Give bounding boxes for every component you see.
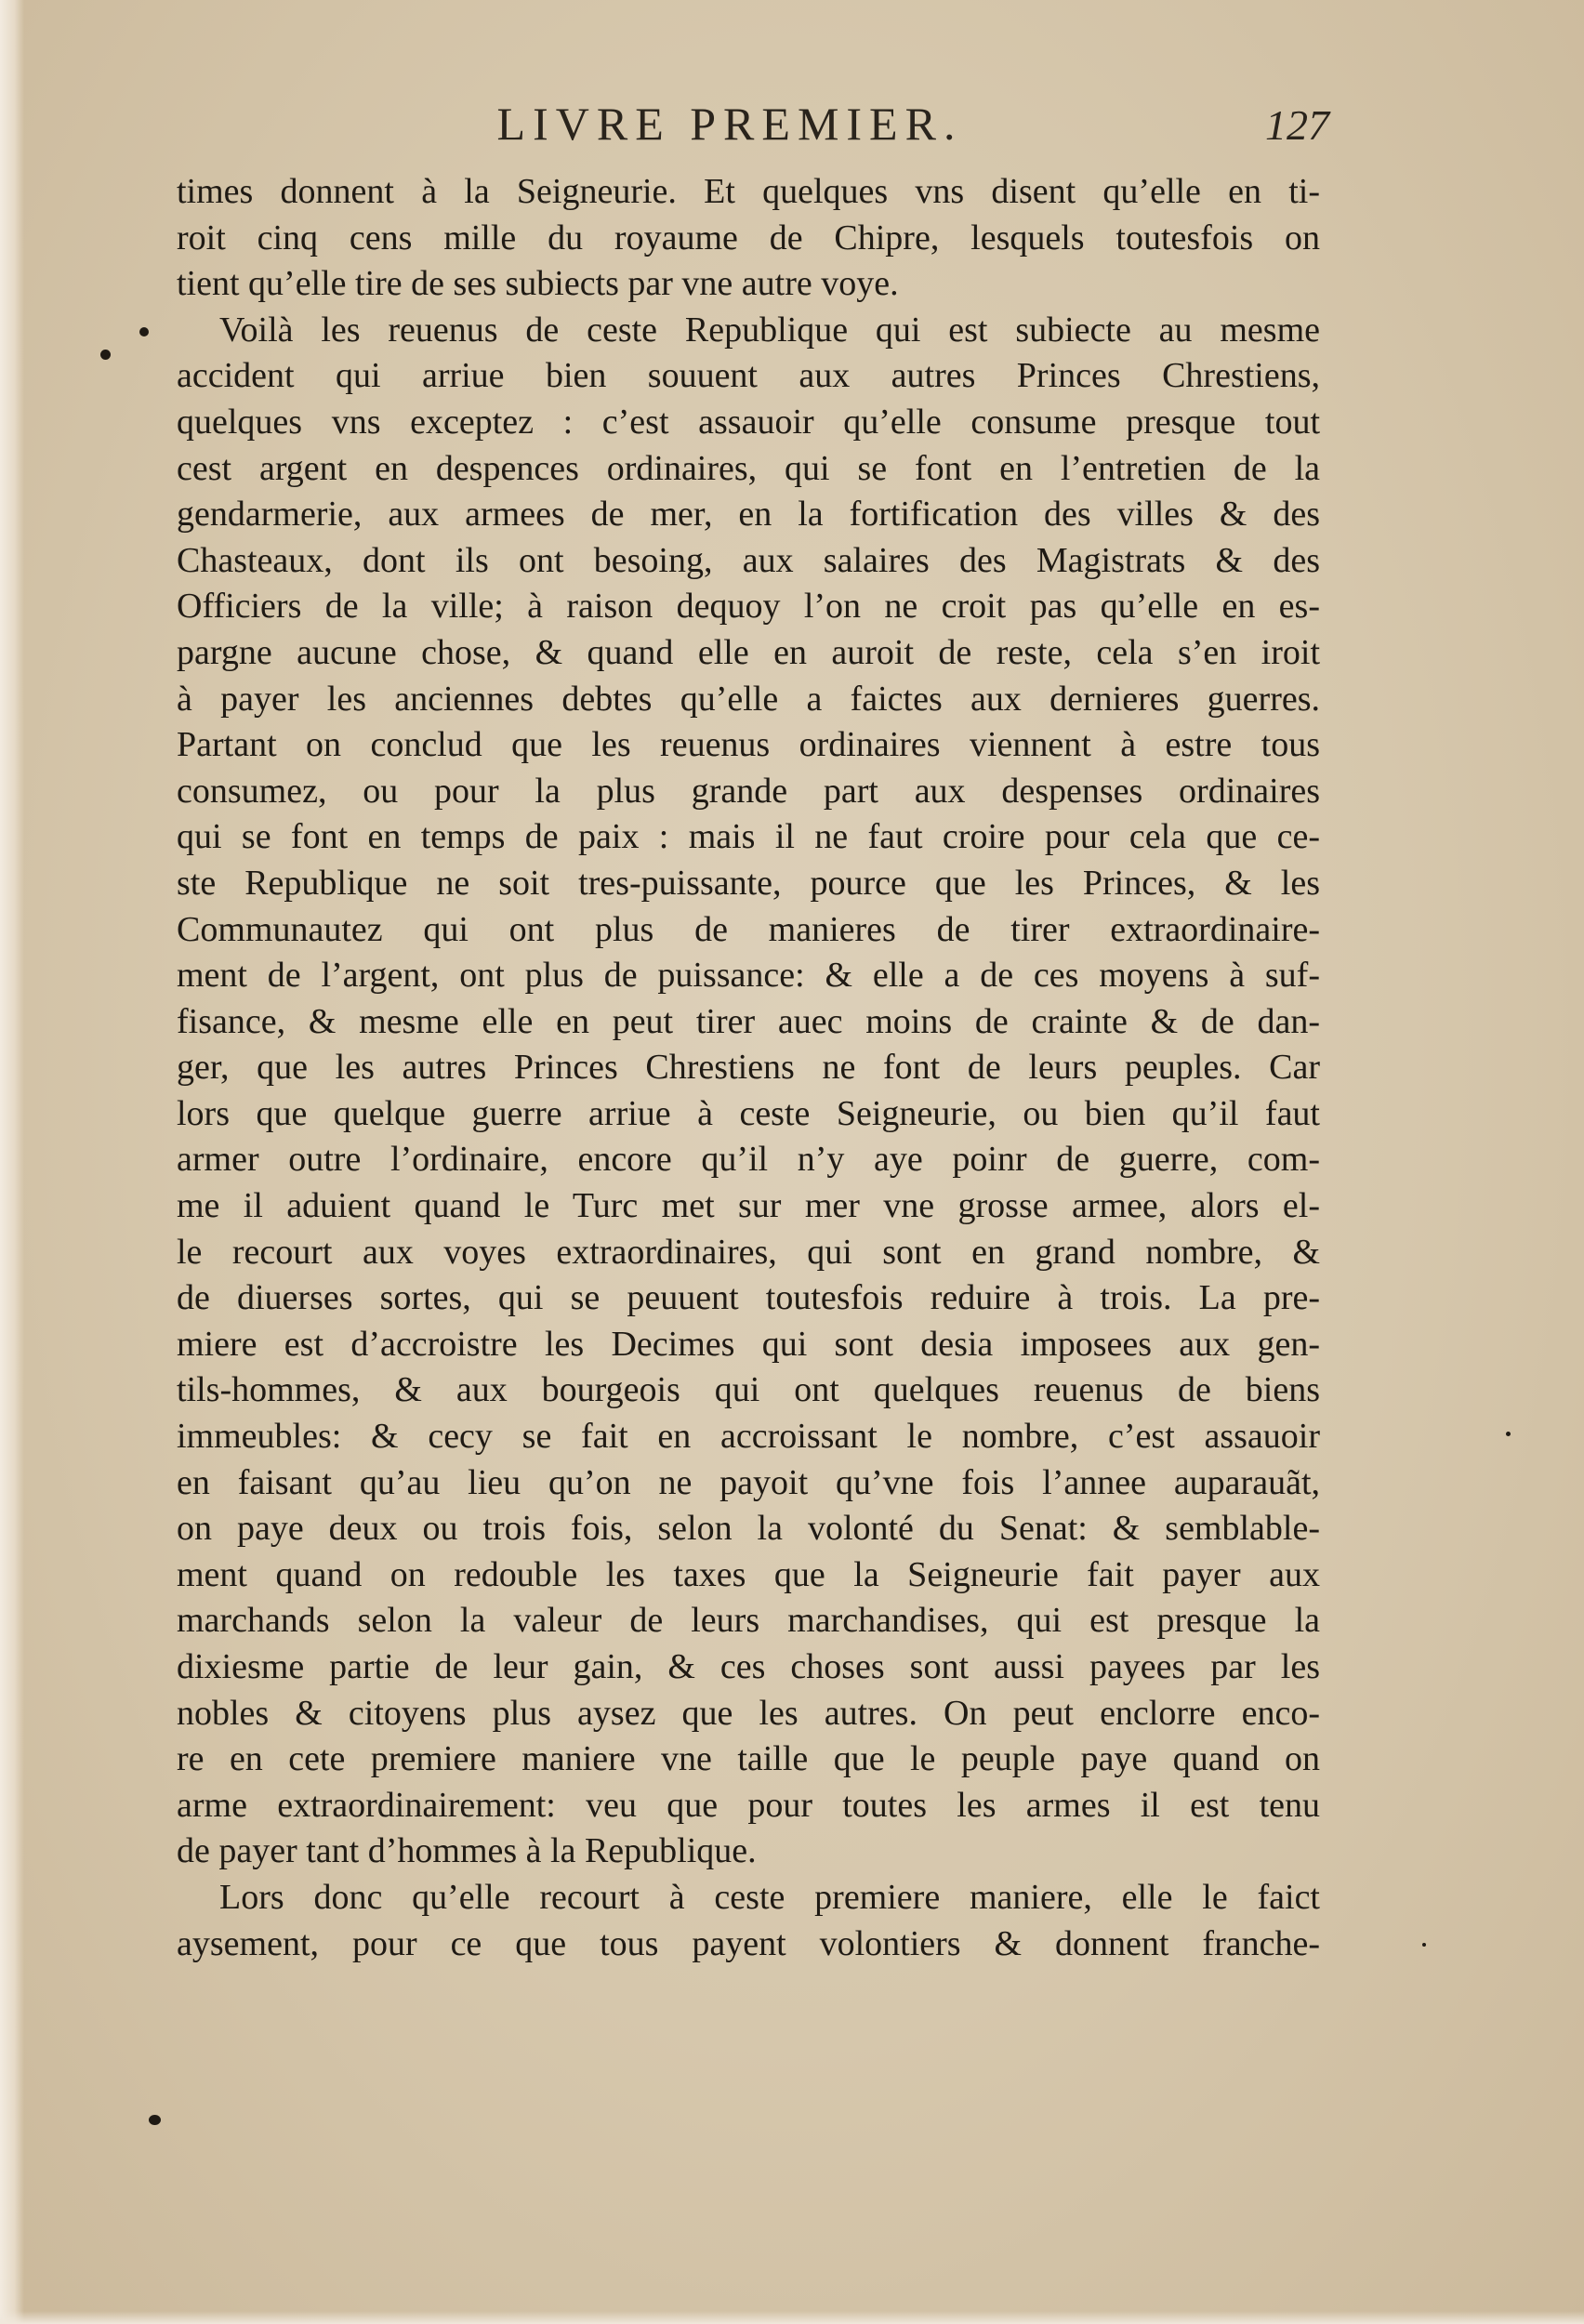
text-line: arme extraordinairement: veu que pour toutes les armes il est tenu: [177, 1785, 1320, 1825]
text-line: en faisant qu’au lieu qu’on ne payoit qu’vne fois l’annee auparauãt,: [177, 1462, 1320, 1502]
ink-speck: [1422, 1943, 1426, 1947]
ink-speck: [139, 327, 149, 337]
text-line: cest argent en despences ordinaires, qui se font en l’entretien de la: [177, 448, 1320, 488]
paragraph-start-line: Voilà les reuenus de ceste Republique qui est subiecte au mesme: [219, 310, 1320, 350]
text-line: dixiesme partie de leur gain, & ces choses sont aussi payees par les: [177, 1647, 1320, 1686]
text-line: de payer tant d’hommes à la Republique.: [177, 1831, 757, 1871]
text-line: nobles & citoyens plus aysez que les autres. On peut enclorre enco-: [177, 1693, 1320, 1733]
text-line: gendarmerie, aux armees de mer, en la fortification des villes & des: [177, 495, 1320, 535]
text-line: qui se font en temps de paix : mais il ne faut croire pour cela que ce-: [177, 817, 1320, 857]
text-line: miere est d’accroistre les Decimes qui sont desia imposees aux gen-: [177, 1324, 1320, 1364]
page-number: 127: [1265, 101, 1329, 149]
text-line: consumez, ou pour la plus grande part aux despenses ordinaires: [177, 771, 1320, 811]
ink-speck: [149, 2115, 161, 2125]
scan-margin-bottom: [0, 2311, 1584, 2324]
text-line: quelques vns exceptez : c’est assauoir qu’elle consume presque tout: [177, 402, 1320, 442]
paragraph-start-line: Lors donc qu’elle recourt à ceste premiere maniere, elle le faict: [219, 1877, 1320, 1917]
text-line: à payer les anciennes debtes qu’elle a faictes aux dernieres guerres.: [177, 679, 1320, 719]
running-head: [130, 93, 1329, 160]
text-line: ste Republique ne soit tres-puissante, pource que les Princes, & les: [177, 863, 1320, 903]
text-line: ger, que les autres Princes Chrestiens ne font de leurs peuples. Car: [177, 1048, 1320, 1088]
text-line: aysement, pour ce que tous payent volontiers & donnent franche-: [177, 1923, 1320, 1963]
text-line: lors que quelque guerre arriue à ceste Seigneurie, ou bien qu’il faut: [177, 1093, 1320, 1133]
text-line: roit cinq cens mille du royaume de Chipre, lesquels toutesfois on: [177, 218, 1320, 257]
text-line: armer outre l’ordinaire, encore qu’il n’y aye poinr de guerre, com-: [177, 1140, 1320, 1180]
ink-speck: [100, 350, 111, 360]
text-line: fisance, & mesme elle en peut tirer auec moins de crainte & de dan-: [177, 1001, 1320, 1041]
text-line: marchands selon la valeur de leurs marchandises, qui est presque la: [177, 1601, 1320, 1641]
text-line: le recourt aux voyes extraordinaires, qui sont en grand nombre, &: [177, 1232, 1320, 1272]
text-line: Communautez qui ont plus de manieres de tirer extraordinaire-: [177, 909, 1320, 949]
text-line: on paye deux ou trois fois, selon la volonté du Senat: & semblable-: [177, 1509, 1320, 1549]
text-line: re en cete premiere maniere vne taille que le peuple paye quand on: [177, 1739, 1320, 1779]
text-line: accident qui arriue bien souuent aux autres Princes Chrestiens,: [177, 356, 1320, 396]
running-head-title: LIVRE PREMIER.: [496, 98, 963, 150]
text-line: ment de l’argent, ont plus de puissance: & elle a de ces moyens à suf-: [177, 956, 1320, 996]
text-line: ment quand on redouble les taxes que la Seigneurie fait payer aux: [177, 1554, 1320, 1594]
body-text: [177, 169, 1320, 1967]
text-line: times donnent à la Seigneurie. Et quelques vns disent qu’elle en ti-: [177, 172, 1320, 211]
scan-margin-left: [0, 0, 24, 2324]
text-line: tient qu’elle tire de ses subiects par vne autre voye.: [177, 264, 899, 304]
text-line: tils-hommes, & aux bourgeois qui ont quelques reuenus de biens: [177, 1370, 1320, 1410]
text-line: Officiers de la ville; à raison dequoy l’on ne croit pas qu’elle en es-: [177, 587, 1320, 627]
text-line: de diuerses sortes, qui se peuuent toutesfois reduire à trois. La pre-: [177, 1278, 1320, 1318]
text-line: pargne aucune chose, & quand elle en auroit de reste, cela s’en iroit: [177, 632, 1320, 672]
text-line: me il aduient quand le Turc met sur mer vne grosse armee, alors el-: [177, 1186, 1320, 1226]
text-line: Chasteaux, dont ils ont besoing, aux salaires des Magistrats & des: [177, 540, 1320, 580]
ink-speck: [1506, 1432, 1511, 1436]
text-line: immeubles: & cecy se fait en accroissant le nombre, c’est assauoir: [177, 1417, 1320, 1457]
text-line: Partant on conclud que les reuenus ordinaires viennent à estre tous: [177, 725, 1320, 765]
